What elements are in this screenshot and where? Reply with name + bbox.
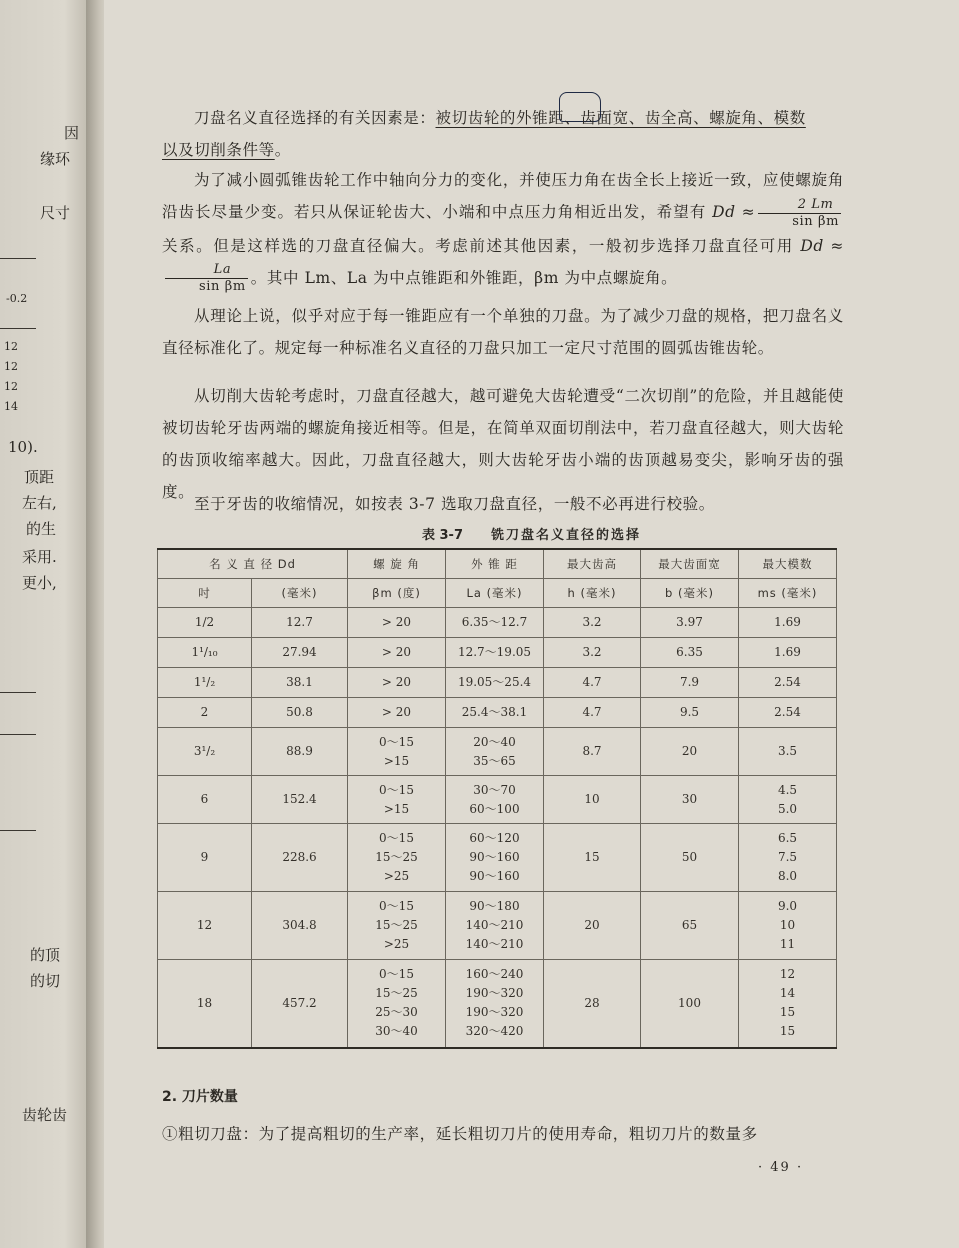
cell-module-value: 2.54 (774, 675, 801, 689)
header-width-unit: b (毫米) (641, 579, 739, 608)
header-module-unit: ms (毫米) (739, 579, 837, 608)
left-rule (0, 258, 36, 259)
cell-module-value: 9.0 (777, 899, 798, 913)
cell-spiral-angle-value: >15 (383, 753, 410, 768)
cell-mm: 228.6 (252, 824, 348, 892)
table-row (158, 668, 837, 698)
left-table-header: -0.2 (6, 292, 28, 305)
underlined-text: 以及切削条件等 (162, 141, 275, 159)
formula-fraction (758, 197, 841, 230)
cell-face-width: 50 (641, 824, 739, 892)
table-row (158, 892, 837, 960)
cell-cone-distance (446, 960, 544, 1048)
header-module: 最大模数 (739, 549, 837, 579)
cell-face-width: 7.9 (641, 668, 739, 698)
cell-spiral-angle-value: > 20 (381, 615, 412, 629)
formula-denominator: sin βm (792, 213, 839, 229)
cell-face-width: 20 (641, 728, 739, 776)
cell-module-value: 15 (779, 1005, 796, 1020)
cell-tooth-height: 15 (544, 824, 641, 892)
header-spiral-angle: 螺 旋 角 (348, 549, 446, 579)
cell-spiral-angle (348, 824, 446, 892)
cell-spiral-angle (348, 638, 446, 668)
table-row (158, 698, 837, 728)
cell-inch: 2 (158, 698, 252, 728)
cell-spiral-angle-value: > 20 (381, 645, 412, 659)
cell-spiral-angle-value: 0～15 (379, 734, 414, 749)
cell-inch: 18 (158, 960, 252, 1048)
header-cone-unit: La (毫米) (446, 579, 544, 608)
left-fragment: 因 (64, 124, 80, 142)
cell-module-value: 14 (779, 986, 796, 1001)
table-row (158, 638, 837, 668)
cell-module (739, 668, 837, 698)
cell-cone-distance-value: 35～65 (473, 753, 516, 768)
paragraph-text: 为了减小圆弧锥齿轮工作中轴向分力的变化，并使压力角在齿全长上接近一致，应使螺旋角沿齿长尽量少变。若只从保证轮齿大、小端和中点压力角相近出发，希望有 (162, 171, 844, 221)
table-header-row (158, 549, 837, 579)
paragraph-factors (162, 102, 844, 166)
left-fragment: 10). (8, 438, 38, 456)
table-header-row (158, 579, 837, 608)
table-row (158, 960, 837, 1048)
cell-inch: 1/2 (158, 608, 252, 638)
left-rule (0, 328, 36, 329)
cell-face-width: 6.35 (641, 638, 739, 668)
table-number: 表 3-7 (421, 528, 463, 543)
table-row (158, 776, 837, 824)
table-caption (104, 524, 959, 543)
cell-cone-distance (446, 698, 544, 728)
paragraph-text: 刀盘名义直径选择的有关因素是： (194, 109, 436, 127)
cell-cone-distance-value: 90～180 (469, 899, 520, 913)
cell-cone-distance (446, 824, 544, 892)
cell-mm: 50.8 (252, 698, 348, 728)
cell-spiral-angle (348, 960, 446, 1048)
left-fragment: 的生 (26, 520, 57, 538)
cell-module (739, 892, 837, 960)
left-fragment: 更小, (22, 574, 57, 592)
table-row (158, 728, 837, 776)
formula-fraction (165, 262, 248, 295)
cell-spiral-angle-value: 0～15 (379, 899, 414, 913)
cell-cone-distance-value: 20～40 (473, 734, 516, 749)
cell-inch: 6 (158, 776, 252, 824)
cell-spiral-angle-value: 0～15 (379, 831, 414, 845)
cell-face-width: 9.5 (641, 698, 739, 728)
section-title: 2. 刀片数量 (162, 1089, 238, 1105)
cell-spiral-angle-value: 15～25 (375, 986, 418, 1001)
cell-spiral-angle (348, 776, 446, 824)
cell-inch: 1¹/₂ (158, 668, 252, 698)
cell-module-value: 7.5 (777, 850, 798, 864)
cell-cone-distance-value: 30～70 (473, 782, 516, 797)
cell-inch: 9 (158, 824, 252, 892)
underlined-text: 被切齿轮的外锥距、齿面宽、齿全高、螺旋角、模数 (435, 109, 806, 127)
cell-cone-distance (446, 728, 544, 776)
cell-cone-distance (446, 638, 544, 668)
cell-spiral-angle-value: > 20 (381, 705, 412, 719)
cell-spiral-angle-value: > 20 (381, 675, 412, 689)
cell-spiral-angle-value: 15～25 (375, 918, 418, 932)
cell-spiral-angle-value: 0～15 (379, 782, 414, 797)
left-fragment: 的切 (30, 972, 61, 990)
cell-tooth-height: 8.7 (544, 728, 641, 776)
cell-spiral-angle (348, 728, 446, 776)
cell-module-value: 11 (779, 937, 796, 951)
cell-module (739, 960, 837, 1048)
cell-spiral-angle (348, 892, 446, 960)
cell-mm: 304.8 (252, 892, 348, 960)
cell-spiral-angle (348, 698, 446, 728)
cell-module-value: 12 (779, 967, 796, 982)
cell-mm: 457.2 (252, 960, 348, 1048)
left-fragment: 采用. (22, 548, 57, 566)
cell-cone-distance-value: 190～320 (465, 1005, 524, 1020)
left-fragment: 左右, (22, 494, 57, 512)
left-fragment: 齿轮齿 (22, 1106, 68, 1124)
paragraph-text: 。 (274, 141, 291, 159)
cell-mm: 152.4 (252, 776, 348, 824)
cell-tooth-height: 3.2 (544, 638, 641, 668)
cell-cone-distance-value: 90～160 (469, 869, 520, 883)
cell-face-width: 3.97 (641, 608, 739, 638)
cell-spiral-angle-value: 15～25 (375, 850, 418, 864)
header-face-width: 最大齿面宽 (641, 549, 739, 579)
cell-module (739, 698, 837, 728)
formula-lhs: Dd ≈ (712, 203, 756, 221)
cell-face-width: 30 (641, 776, 739, 824)
header-nominal-diameter: 名 义 直 径 Dd (158, 549, 348, 579)
paragraph-spiral-angle (162, 164, 844, 295)
cell-inch: 3¹/₂ (158, 728, 252, 776)
cell-cone-distance (446, 892, 544, 960)
left-table-value: 12 (4, 380, 18, 393)
cell-spiral-angle-value: 30～40 (375, 1024, 418, 1039)
header-cone-distance: 外 锥 距 (446, 549, 544, 579)
paragraph-text: 。其中 Lm、La 为中点锥距和外锥距，βm 为中点螺旋角。 (250, 268, 678, 287)
cell-cone-distance (446, 668, 544, 698)
cell-cone-distance-value: 12.7～19.05 (457, 645, 532, 659)
cell-inch: 1¹/₁₀ (158, 638, 252, 668)
left-fragment: 缘环 (40, 150, 71, 168)
left-rule (0, 692, 36, 693)
cell-module-value: 1.69 (774, 615, 801, 629)
table-row (158, 608, 837, 638)
formula-numerator: 2 Lm (758, 197, 841, 214)
cell-tooth-height: 20 (544, 892, 641, 960)
header-mm: (毫米) (252, 579, 348, 608)
cell-module (739, 776, 837, 824)
cell-module (739, 728, 837, 776)
cell-cone-distance-value: 6.35～12.7 (461, 615, 528, 629)
cell-cone-distance-value: 140～210 (465, 937, 524, 951)
cell-mm: 12.7 (252, 608, 348, 638)
cell-cone-distance (446, 608, 544, 638)
cell-module-value: 5.0 (777, 801, 798, 816)
cell-tooth-height: 10 (544, 776, 641, 824)
cell-module (739, 608, 837, 638)
cell-module-value: 6.5 (777, 831, 798, 845)
table-title: 铣刀盘名义直径的选择 (491, 528, 642, 543)
cell-module (739, 638, 837, 668)
cell-cone-distance-value: 25.4～38.1 (461, 705, 528, 719)
book-page (104, 0, 959, 1248)
cell-mm: 88.9 (252, 728, 348, 776)
cell-module-value: 2.54 (774, 705, 801, 719)
cell-mm: 27.94 (252, 638, 348, 668)
cell-module-value: 10 (779, 918, 796, 932)
cell-spiral-angle (348, 608, 446, 638)
header-inch: 吋 (158, 579, 252, 608)
cell-cone-distance (446, 776, 544, 824)
cell-cone-distance-value: 160～240 (465, 967, 524, 982)
cell-module-value: 8.0 (777, 869, 798, 883)
cell-tooth-height: 28 (544, 960, 641, 1048)
left-rule (0, 734, 36, 735)
cell-mm: 38.1 (252, 668, 348, 698)
cell-spiral-angle (348, 668, 446, 698)
cell-face-width: 100 (641, 960, 739, 1048)
cell-cone-distance-value: 140～210 (465, 918, 524, 932)
formula-numerator: La (165, 262, 248, 279)
cell-module-value: 3.5 (777, 744, 798, 758)
header-spiral-unit: βm (度) (348, 579, 446, 608)
cell-cone-distance-value: 19.05～25.4 (457, 675, 532, 689)
table-row (158, 824, 837, 892)
cutter-diameter-table (157, 548, 837, 1049)
left-table-value: 12 (4, 360, 18, 373)
left-fragment: 的顶 (30, 946, 61, 964)
cell-module-value: 4.5 (777, 782, 798, 797)
paragraph-shrinkage: 至于牙齿的收缩情况，如按表 3-7 选取刀盘直径，一般不必再进行校验。 (194, 495, 715, 513)
cell-cone-distance-value: 90～160 (469, 850, 520, 864)
cell-tooth-height: 3.2 (544, 608, 641, 638)
cell-spiral-angle-value: >25 (383, 869, 410, 883)
formula-denominator: sin βm (199, 279, 246, 294)
cell-spiral-angle-value: 25～30 (375, 1005, 418, 1020)
left-page-fragment (0, 0, 92, 1248)
cell-spiral-angle-value: 0～15 (379, 967, 414, 982)
left-fragment: 尺寸 (40, 204, 71, 222)
cell-cone-distance-value: 320～420 (465, 1024, 524, 1039)
cell-inch: 12 (158, 892, 252, 960)
left-fragment: 顶距 (24, 468, 55, 486)
paragraph-text: 关系。但是这样选的刀盘直径偏大。考虑前述其他因素，一般初步选择刀盘直径可用 (162, 236, 794, 255)
paragraph-large-gear: 从切削大齿轮考虑时，刀盘直径越大，越可避免大齿轮遭受“二次切削”的危险，并且越能使被切齿轮牙齿两端的螺旋角接近相等。但是，在简单双面切削法中，若刀盘直径越大，则大齿轮的齿顶收缩率越大。因此，刀盘直径越大，则大齿轮牙齿小端的齿顶越易变尖，影响牙齿的强度。 (162, 387, 844, 501)
cell-face-width: 65 (641, 892, 739, 960)
header-height-unit: h (毫米) (544, 579, 641, 608)
cell-cone-distance-value: 60～100 (469, 801, 520, 816)
paragraph-theory: 从理论上说，似乎对应于每一锥距应有一个单独的刀盘。为了减少刀盘的规格，把刀盘名义直径标准化了。规定每一种标准名义直径的刀盘只加工一定尺寸范围的圆弧齿锥齿轮。 (162, 307, 844, 357)
cell-module-value: 1.69 (774, 645, 801, 659)
cell-module (739, 824, 837, 892)
cell-cone-distance-value: 190～320 (465, 986, 524, 1001)
paragraph-blade-count: ①粗切刀盘：为了提高粗切的生产率，延长粗切刀片的使用寿命，粗切刀片的数量多 (162, 1125, 758, 1143)
cell-module-value: 15 (779, 1024, 796, 1039)
header-tooth-height: 最大齿高 (544, 549, 641, 579)
cell-tooth-height: 4.7 (544, 668, 641, 698)
cell-spiral-angle-value: >25 (383, 937, 410, 951)
cell-spiral-angle-value: >15 (383, 801, 410, 816)
left-rule (0, 830, 36, 831)
cell-tooth-height: 4.7 (544, 698, 641, 728)
left-table-value: 12 (4, 340, 18, 353)
formula-lhs: Dd ≈ (800, 236, 844, 255)
cell-cone-distance-value: 60～120 (469, 831, 520, 845)
left-table-value: 14 (4, 400, 18, 413)
page-number: · 49 · (758, 1160, 804, 1175)
